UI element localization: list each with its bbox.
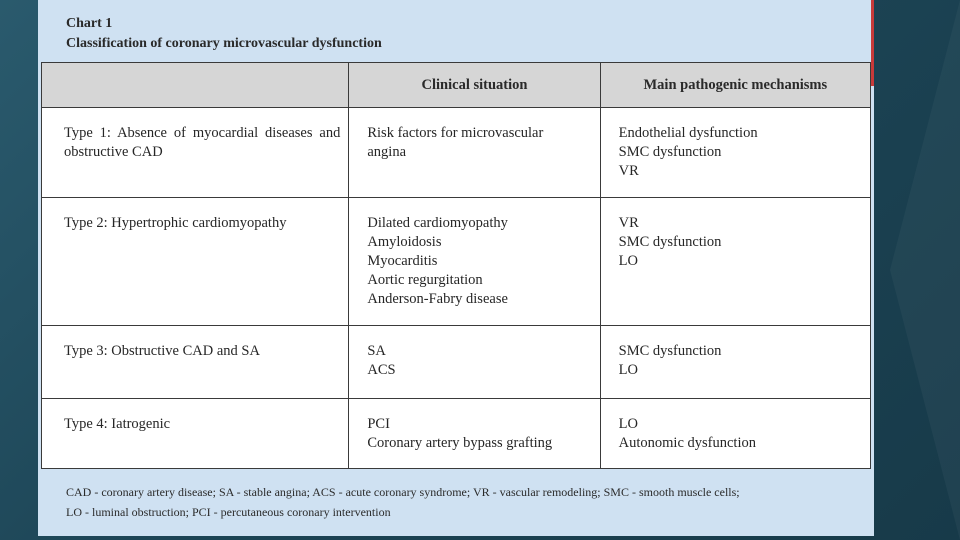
clinical-item: Amyloidosis: [367, 234, 442, 250]
clinical-item: Coronary artery bypass grafting: [367, 435, 553, 451]
table-header-row: [42, 63, 871, 108]
mechanism-item: Autonomic dysfunction: [618, 435, 756, 451]
table-row: [42, 399, 871, 469]
header-clinical-situation: Clinical situation: [349, 63, 600, 108]
clinical-item: angina: [367, 144, 407, 160]
mechanism-item: VR: [618, 163, 639, 179]
clinical-item: Myocarditis: [367, 253, 438, 269]
type-cell: [42, 198, 349, 326]
mechanism-item: SMC dysfunction: [618, 144, 722, 160]
type-text: Type 4: Iatrogenic: [64, 416, 171, 432]
clinical-cell: [349, 326, 600, 399]
background-accent-shape: [890, 0, 960, 540]
chart-heading: [66, 14, 382, 54]
clinical-item: PCI: [367, 416, 390, 432]
chart-label: Chart 1: [66, 16, 113, 31]
type-cell: [42, 108, 349, 198]
table-row: [42, 108, 871, 198]
red-border-accent: [871, 0, 874, 86]
chart-title: Classification of coronary microvascular dysfunction: [66, 36, 382, 51]
type-cell: [42, 326, 349, 399]
footnote-line: LO - luminal obstruction; PCI - percutaneous coronary intervention: [66, 505, 391, 519]
table-row: [42, 326, 871, 399]
mechanism-item: Endothelial dysfunction: [618, 125, 758, 141]
mechanism-cell: [600, 108, 870, 198]
table-row: [42, 198, 871, 326]
classification-table: [41, 62, 871, 469]
mechanism-cell: [600, 399, 870, 469]
clinical-item: Aortic regurgitation: [367, 272, 483, 288]
mechanism-item: SMC dysfunction: [618, 343, 722, 359]
clinical-item: ACS: [367, 362, 396, 378]
mechanism-item: VR: [618, 215, 639, 231]
abbreviations-footnote: [66, 482, 872, 522]
footnote-line: CAD - coronary artery disease; SA - stable angina; ACS - acute coronary syndrome; VR - vascular remodeling; SMC - smooth muscle cells;: [66, 485, 740, 499]
document-image: [38, 0, 874, 536]
type-text: Type 2: Hypertrophic cardiomyopathy: [64, 215, 287, 231]
clinical-item: Dilated cardiomyopathy: [367, 215, 508, 231]
clinical-cell: [349, 198, 600, 326]
mechanism-item: LO: [618, 253, 638, 269]
mechanism-cell: [600, 198, 870, 326]
mechanism-item: LO: [618, 362, 638, 378]
mechanism-cell: [600, 326, 870, 399]
clinical-item: Risk factors for microvascular: [367, 125, 544, 141]
clinical-cell: [349, 108, 600, 198]
type-text: Type 3: Obstructive CAD and SA: [64, 343, 260, 359]
clinical-item: SA: [367, 343, 386, 359]
header-type: [42, 63, 349, 108]
type-text: Type 1: Absence of myocardial diseases and obstructive CAD: [64, 125, 341, 160]
clinical-item: Anderson-Fabry disease: [367, 291, 508, 307]
type-cell: [42, 399, 349, 469]
header-pathogenic-mechanisms: Main pathogenic mechanisms: [600, 63, 870, 108]
mechanism-item: SMC dysfunction: [618, 234, 722, 250]
mechanism-item: LO: [618, 416, 638, 432]
clinical-cell: [349, 399, 600, 469]
